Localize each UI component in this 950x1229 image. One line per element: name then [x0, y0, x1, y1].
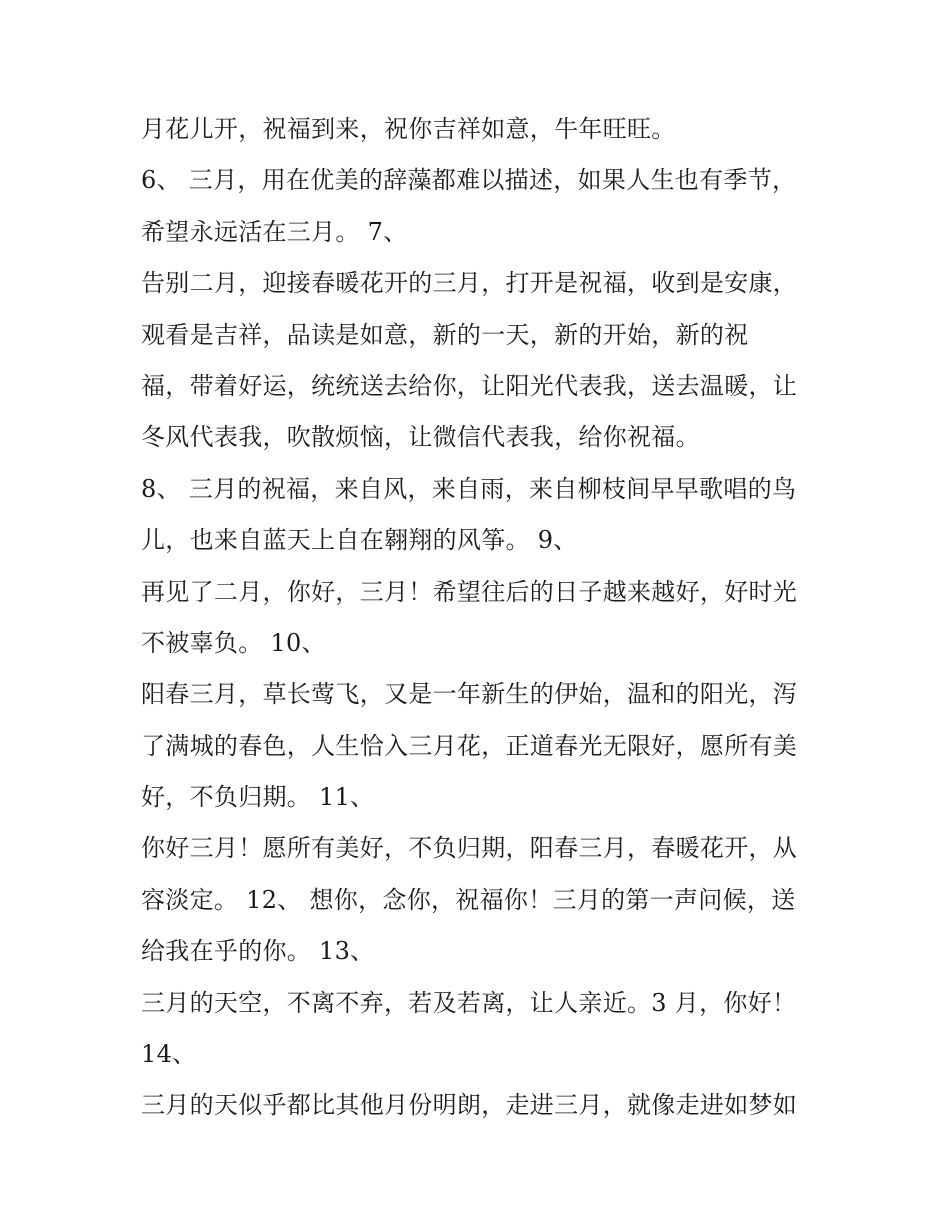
text-line: 月花儿开，祝福到来，祝你吉祥如意，牛年旺旺。	[141, 115, 676, 143]
text-line: 三月的天似乎都比其他月份明朗，走进三月，就像走进如梦如	[141, 1091, 798, 1120]
text-line: 14、	[141, 1040, 197, 1069]
text-line: 好，不负归期。 11、	[141, 783, 375, 812]
text-line: 再见了二月，你好，三月！希望往后的日子越来越好，好时光	[141, 577, 798, 606]
text-line: 不被辜负。 10、	[141, 628, 326, 657]
text-line: 三月的天空，不离不弃，若及若离，让人亲近。3 月，你好！	[141, 988, 797, 1017]
text-line: 给我在乎的你。 13、	[141, 937, 375, 966]
text-line: 阳春三月，草长莺飞，又是一年新生的伊始，温和的阳光，泻	[141, 680, 798, 709]
text-line: 观看是吉祥，品读是如意，新的一天，新的开始，新的祝	[141, 320, 749, 349]
text-line: 8、 三月的祝福，来自风，来自雨，来自柳枝间早早歌唱的鸟	[141, 474, 797, 503]
text-line: 6、 三月，用在优美的辞藻都难以描述，如果人生也有季节，	[141, 166, 797, 195]
text-line: 容淡定。 12、 想你，念你，祝福你！三月的第一声问候，送	[141, 885, 796, 914]
text-line: 告别二月，迎接春暖花开的三月，打开是祝福，收到是安康，	[141, 269, 798, 298]
text-line: 冬风代表我，吹散烦恼，让微信代表我，给你祝福。	[141, 423, 700, 452]
text-line: 你好三月！愿所有美好，不负归期，阳春三月，春暖花开，从	[141, 834, 798, 863]
text-line: 了满城的春色，人生恰入三月花，正道春光无限好，愿所有美	[141, 731, 798, 760]
text-line: 儿，也来自蓝天上自在翱翔的风筝。 9、	[141, 526, 578, 555]
document-body	[141, 104, 821, 1132]
text-line: 福，带着好运，统统送去给你，让阳光代表我，送去温暖，让	[141, 371, 798, 400]
text-line: 希望永远活在三月。 7、	[141, 217, 408, 246]
